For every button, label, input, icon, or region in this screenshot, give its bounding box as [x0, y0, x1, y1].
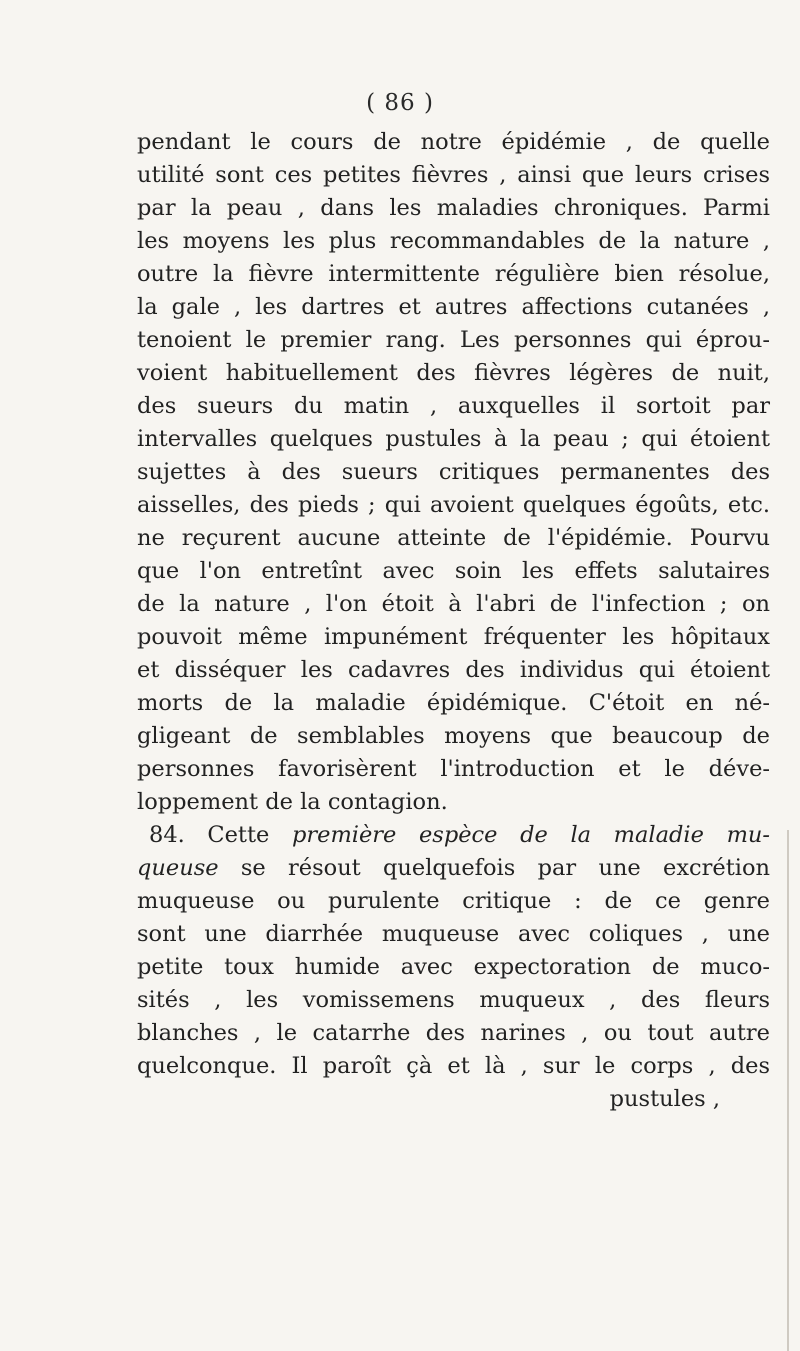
text-line: et disséquer les cadavres des individus qui étoient: [137, 657, 770, 683]
text-line: muqueuse ou purulente critique : de ce genre: [137, 888, 770, 914]
paragraph-84-first-line: [137, 819, 770, 852]
text-line: de la nature , l'on étoit à l'abri de l'infection ; on: [137, 591, 770, 617]
text-line: blanches , le catarrhe des narines , ou tout autre: [137, 1020, 770, 1046]
text-line: gligeant de semblables moyens que beaucoup de: [137, 723, 770, 749]
text-line: tenoient le premier rang. Les personnes qui éprou-: [137, 327, 770, 353]
text-line: morts de la maladie épidémique. C'étoit en né-: [137, 690, 770, 716]
text-line: ne reçurent aucune atteinte de l'épidémie. Pourvu: [137, 525, 770, 551]
paragraph-84-lead: 84. Cette: [149, 822, 292, 848]
text-line: pendant le cours de notre épidémie , de quelle: [137, 129, 770, 155]
paragraph-84-italic-title-end: queuse: [137, 855, 219, 881]
text-line: pouvoit même impunément fréquenter les hôpitaux: [137, 624, 770, 650]
text-line: outre la fièvre intermittente régulière bien résolue,: [137, 261, 770, 287]
text-line: sujettes à des sueurs critiques permanentes des: [137, 459, 770, 485]
text-line: les moyens les plus recommandables de la nature ,: [137, 228, 770, 254]
text-line: voient habituellement des fièvres légères de nuit,: [137, 360, 770, 386]
catchword: pustules ,: [609, 1086, 720, 1112]
text-line: petite toux humide avec expectoration de muco-: [137, 954, 770, 980]
text-line: que l'on entretînt avec soin les effets salutaires: [137, 558, 770, 584]
body-text: [137, 126, 770, 1116]
paragraph-84-italic-title: première espèce de la maladie mu-: [291, 822, 770, 848]
paragraph-84-line-rest: se résout quelquefois par une excrétion: [218, 855, 770, 881]
text-line: sités , les vomissemens muqueux , des fleurs: [137, 987, 770, 1013]
text-line: personnes favorisèrent l'introduction et le déve-: [137, 756, 770, 782]
text-line-paragraph-end: loppement de la contagion.: [137, 789, 448, 815]
text-line: utilité sont ces petites fièvres , ainsi que leurs crises: [137, 162, 770, 188]
text-line: par la peau , dans les maladies chroniques. Parmi: [137, 195, 770, 221]
text-line: aisselles, des pieds ; qui avoient quelques égoûts, etc.: [137, 492, 770, 518]
text-line: la gale , les dartres et autres affections cutanées ,: [137, 294, 770, 320]
page-edge-shadow: [787, 830, 789, 1351]
page-number: ( 86 ): [366, 90, 434, 116]
text-line: des sueurs du matin , auxquelles il sortoit par: [137, 393, 770, 419]
text-line: intervalles quelques pustules à la peau ; qui étoient: [137, 426, 770, 452]
paragraph-84-second-line: [137, 852, 770, 885]
text-line: quelconque. Il paroît çà et là , sur le corps , des: [137, 1053, 770, 1079]
text-line: sont une diarrhée muqueuse avec coliques , une: [137, 921, 770, 947]
